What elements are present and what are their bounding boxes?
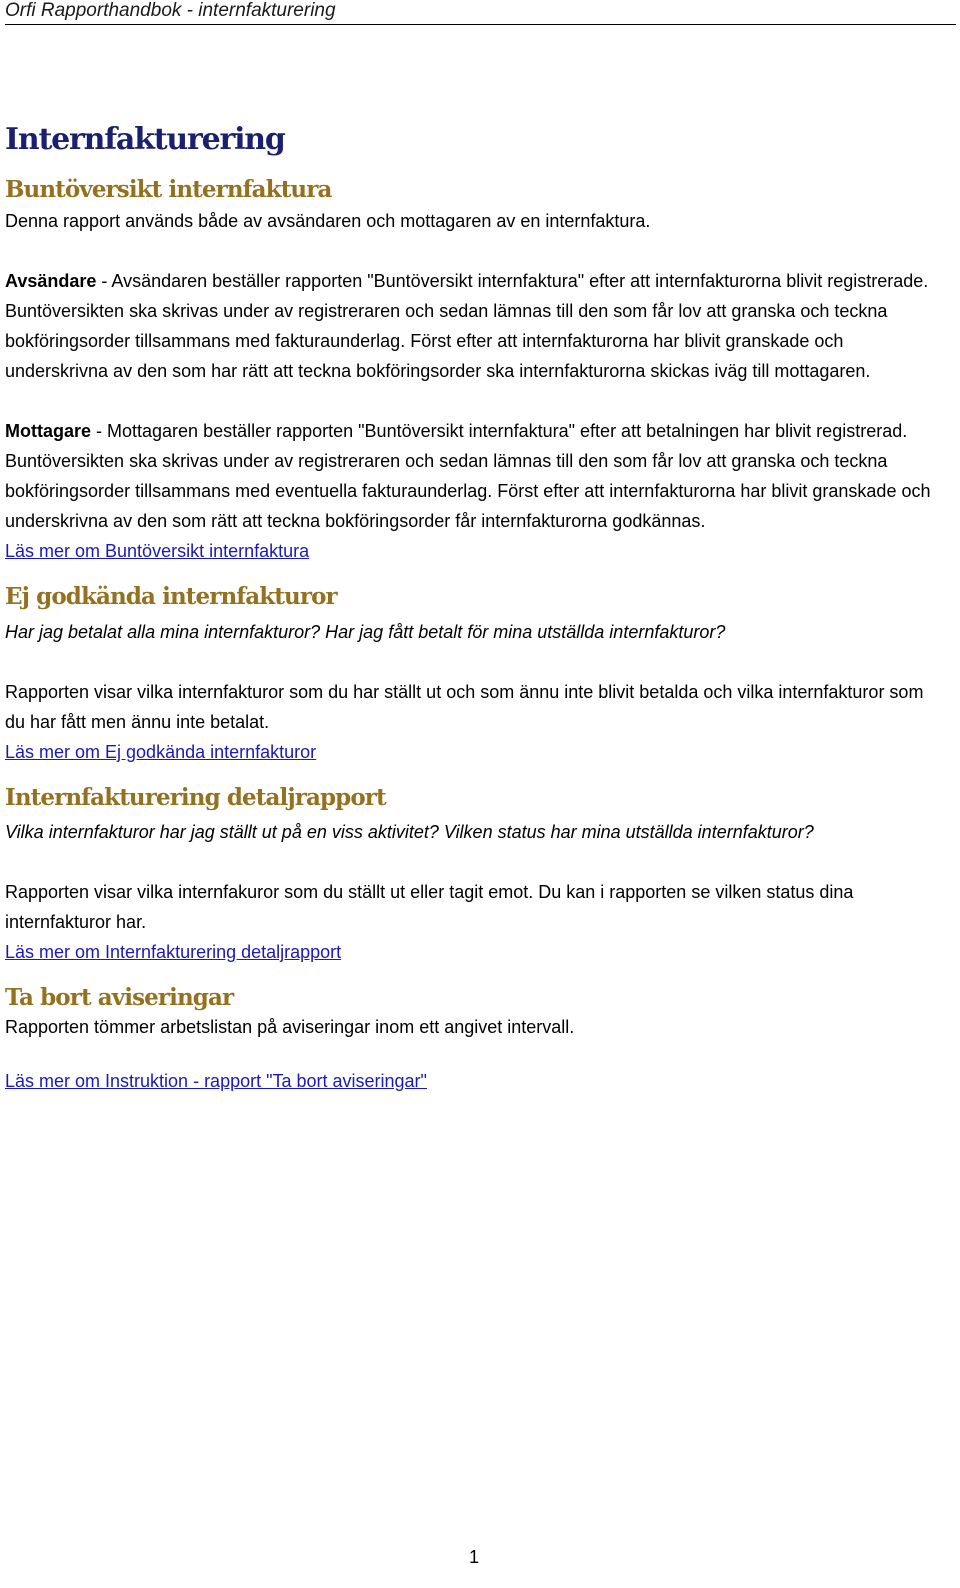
section-buntoversikt [5, 174, 945, 566]
section-intro: Denna rapport används både av avsändaren och mottagaren av en internfaktura. [5, 211, 651, 231]
document-body [5, 114, 945, 1096]
mottagare-label: Mottagare [5, 421, 92, 441]
section-body: Rapporten visar vilka internfakuror som du ställt ut eller tagit emot. Du kan i rapporten se vilken status dina internfakturor har. [5, 882, 854, 932]
section-heading: Ta bort aviseringar [5, 984, 234, 1011]
read-more-link-ta-bort-aviseringar[interactable]: Läs mer om Instruktion - rapport "Ta bort aviseringar" [5, 1071, 427, 1091]
read-more-link-detaljrapport[interactable]: Läs mer om Internfakturering detaljrapport [5, 942, 342, 962]
mottagare-text: - Mottagaren beställer rapporten "Buntöversikt internfaktura" efter att betalningen har blivit registrerad. Buntöversikten ska skrivas under av registreraren och sedan lämnas till den som får lov att granska och teckna bokföringsorder tillsammans med eventuella fakturaunderlag. Först efter att internfakturorna har blivit granskade och underskrivna av den som rätt att teckna bokföringsorder får internfakturorna godkännas. [5, 421, 931, 531]
avsandare-label: Avsändare [5, 271, 97, 291]
read-more-link-ej-godkanda[interactable]: Läs mer om Ej godkända internfakturor [5, 742, 317, 762]
avsandare-paragraph [5, 266, 945, 386]
section-body: Rapporten visar vilka internfakturor som du har ställt ut och som ännu inte blivit betalda och vilka internfakturor som du har fått men ännu inte betalat. [5, 682, 924, 732]
document-title: Orfi Rapporthandbok - internfakturering [5, 0, 336, 21]
section-question: Har jag betalat alla mina internfakturor? Har jag fått betalt för mina utställda internfakturor? [5, 622, 726, 642]
section-heading: Buntöversikt internfaktura [5, 176, 332, 203]
read-more-link-buntoversikt[interactable]: Läs mer om Buntöversikt internfaktura [5, 541, 310, 561]
section-ej-godkanda [5, 581, 945, 767]
avsandare-text: - Avsändaren beställer rapporten "Buntöversikt internfaktura" efter att internfakturorna blivit registrerade. Buntöversikten ska skrivas under av registreraren och sedan lämnas till den som får lov att granska och teckna bokföringsorder tillsammans med fakturaunderlag. Först efter att internfakturorna har blivit granskade och underskrivna av den som har rätt att teckna bokföringsorder ska internfakturorna skickas iväg till mottagaren. [5, 271, 929, 381]
section-heading: Internfakturering detaljrapport [5, 784, 386, 811]
section-ta-bort-aviseringar [5, 982, 945, 1096]
section-question: Vilka internfakturor har jag ställt ut på en viss aktivitet? Vilken status har mina utställda internfakturor? [5, 822, 814, 842]
section-heading: Ej godkända internfakturor [5, 583, 337, 610]
mottagare-paragraph [5, 416, 945, 536]
page-header [5, 0, 956, 25]
page-title: Internfakturering [5, 122, 285, 157]
page-number: 1 [468, 1547, 479, 1567]
section-body: Rapporten tömmer arbetslistan på aviseringar inom ett angivet intervall. [5, 1017, 575, 1037]
section-detaljrapport [5, 782, 945, 967]
